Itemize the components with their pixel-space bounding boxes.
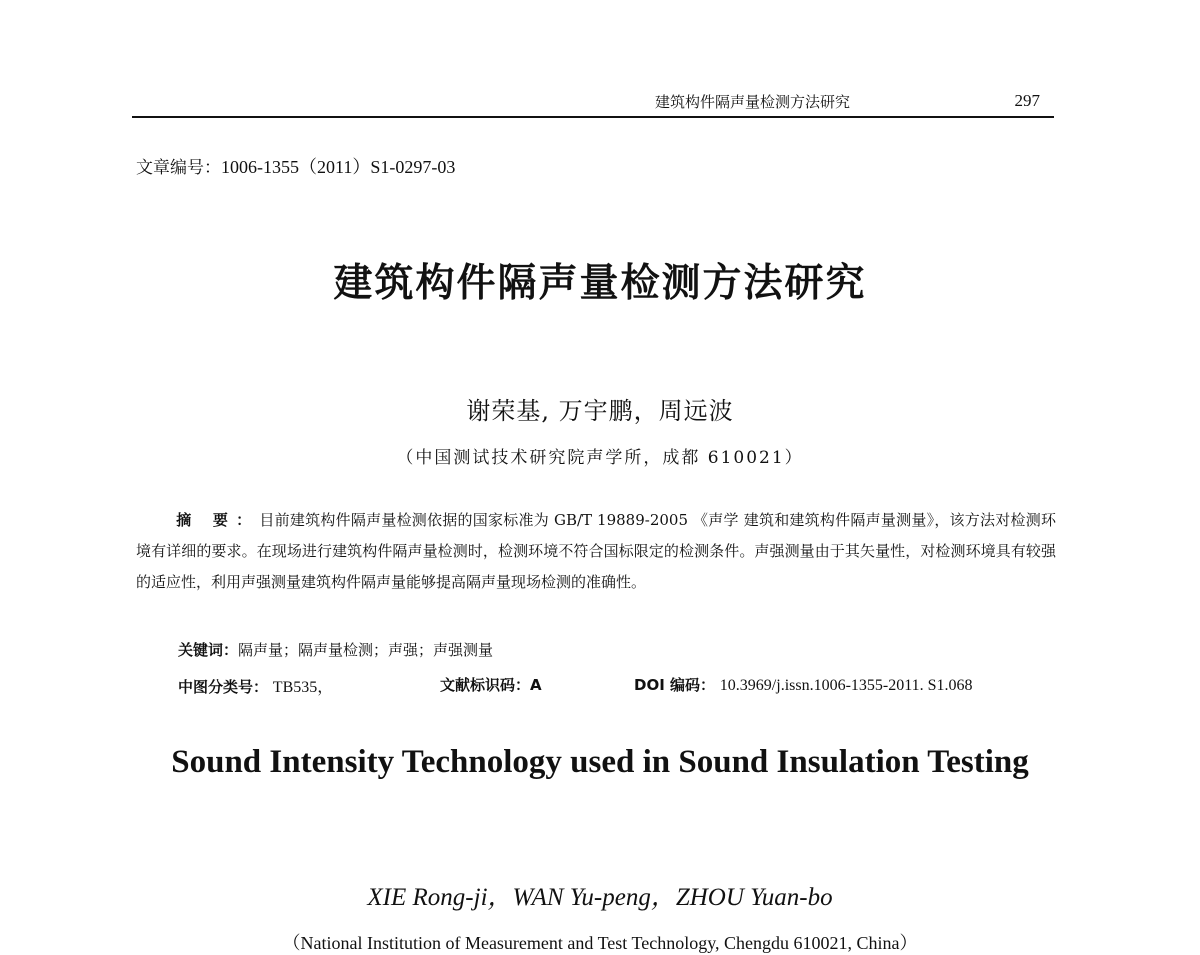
keywords-text: 隔声量；隔声量检测；声强；声强测量	[238, 641, 494, 659]
keywords	[178, 639, 493, 660]
english-affiliation: （National Institution of Measurement and Test Technology, Chengdu 610021, China）	[282, 933, 918, 953]
clc-label: 中图分类号：	[178, 678, 269, 696]
article-number-value: 1006-1355（2011）S1-0297-03	[221, 157, 456, 177]
abstract	[136, 505, 1056, 598]
chinese-affiliation: （中国测试技术研究院声学所，成都 610021）	[396, 448, 804, 468]
clc-number	[178, 674, 333, 697]
running-title: 建筑构件隔声量检测方法研究	[654, 93, 850, 111]
english-title: Sound Intensity Technology used in Sound Insulation Testing	[171, 744, 1029, 780]
document-code-label: 文献标识码：	[440, 676, 531, 694]
chinese-authors: 谢荣基, 万宇鹏，周远波	[466, 397, 734, 425]
keywords-label: 关键词：	[178, 641, 239, 659]
page-number: 297	[1014, 91, 1040, 110]
clc-value: TB535，	[272, 679, 334, 696]
document-code-value: A	[530, 676, 542, 694]
document-code	[440, 674, 542, 695]
english-authors: XIE Rong-ji，WAN Yu-peng，ZHOU Yuan-bo	[367, 884, 833, 911]
article-number-label: 文章编号：	[136, 158, 221, 178]
article-number	[136, 153, 455, 179]
abstract-label: 摘 要：	[176, 511, 260, 529]
doi-value: 10.3969/j.issn.1006-1355-2011. S1.068	[719, 677, 973, 694]
header-rule	[132, 116, 1054, 118]
abstract-text: 目前建筑构件隔声量检测依据的国家标准为 GB/T 19889-2005 《声学 建筑和建筑构件隔声量测量》，该方法对检测环境有详细的要求。在现场进行建筑构件隔声量检测时，检测环境不符合国标限定的检测条件。声强测量由于其矢量性，对检测环境具有较强的适应性，利用声强测量建筑构件隔声量能够提高隔声量现场检测的准确性。	[136, 511, 1056, 591]
chinese-title: 建筑构件隔声量检测方法研究	[333, 261, 867, 306]
doi-label: DOI 编码：	[634, 676, 716, 694]
doi	[634, 674, 973, 695]
